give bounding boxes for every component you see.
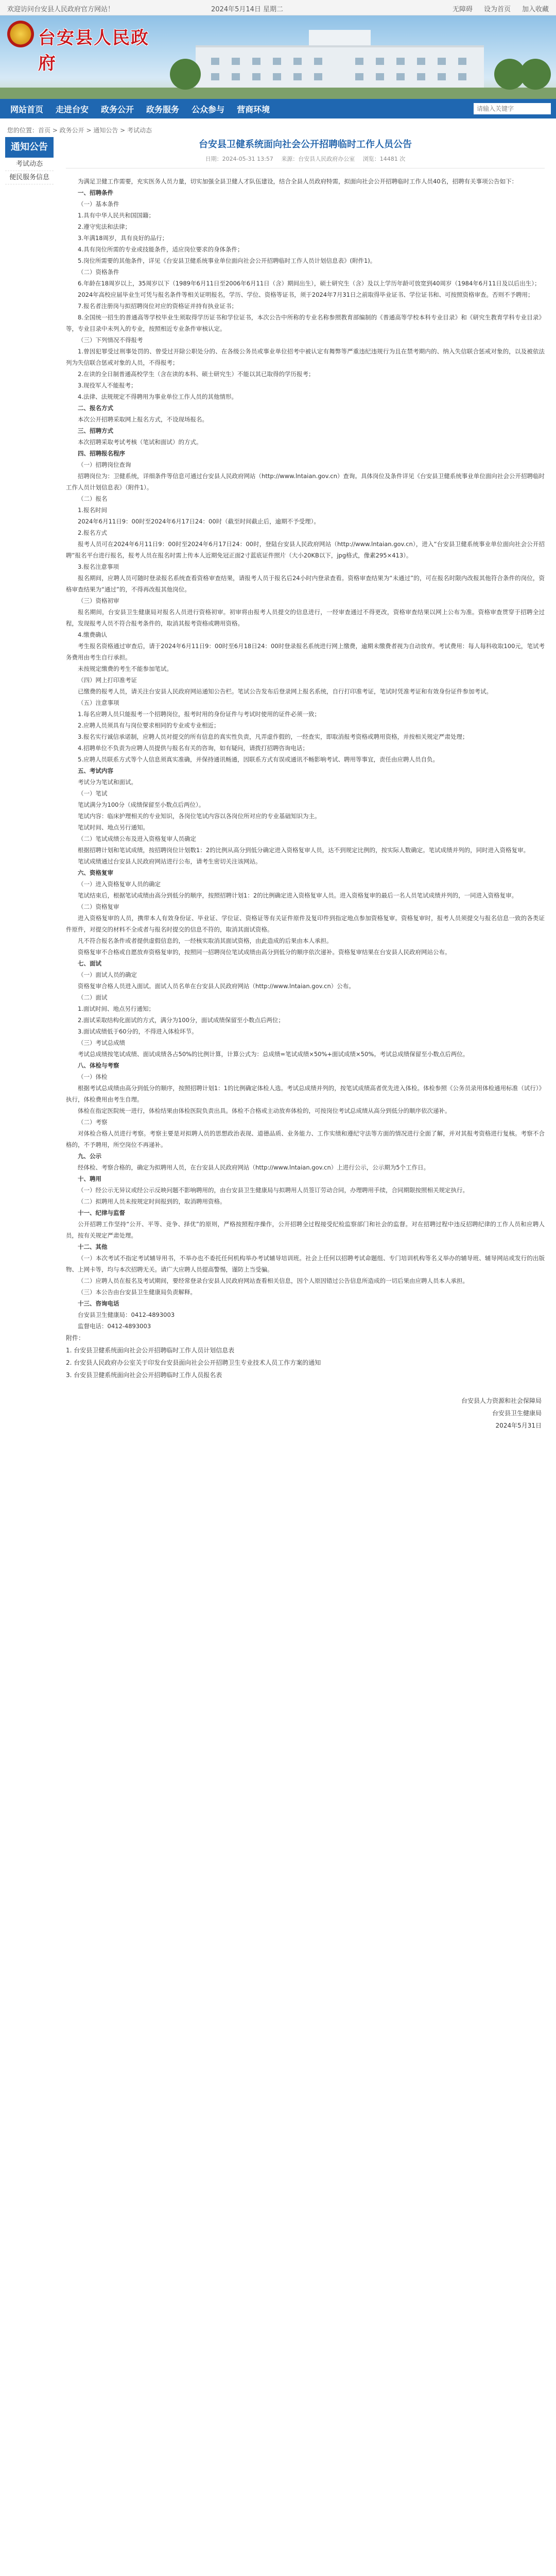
- article-paragraph: 4.法律、法规规定不得聘用为事业单位工作人员的其他情形。: [78, 393, 237, 400]
- section-heading: 一、招聘条件: [78, 189, 113, 196]
- article-paragraph: 3.年满18周岁，具有良好的品行；: [78, 234, 168, 242]
- article-paragraph: 考试分为笔试和面试。: [78, 778, 137, 786]
- welcome-text: 欢迎访问台安县人民政府官方网站！: [7, 6, 115, 13]
- article-paragraph: 笔试时间、地点另行通知。: [78, 824, 149, 831]
- section-heading: 四、招聘报名程序: [78, 450, 125, 457]
- article-paragraph: 2.在读的全日制普通高校学生（含在读的本科、硕士研究生）不能以其已取得的学历报考；: [78, 370, 315, 378]
- sidebar-item-public-service[interactable]: 便民服务信息: [5, 171, 54, 184]
- article-paragraph: 未按规定缴费的考生不能参加笔试。: [78, 665, 172, 672]
- article-paragraph: （二）笔试成绩公布及进入资格复审人员确定: [78, 835, 196, 842]
- article-paragraph: 本次公开招聘采取网上报名方式，不设现场报名。: [78, 416, 208, 423]
- article-paragraph: 资格复审合格人员进入面试。面试人员名单在台安县人民政府网站（http://www.lntaian.gov.cn）公布。: [78, 982, 355, 990]
- article-title: 台安县卫健系统面向社会公开招聘临时工作人员公告: [199, 139, 412, 150]
- article-paragraph: （一）招聘岗位查询: [78, 461, 131, 468]
- section-heading: 八、体检与考察: [78, 1062, 119, 1069]
- section-heading: 十一、纪律与监督: [78, 1209, 125, 1216]
- nav-item-services[interactable]: 政务服务: [146, 104, 180, 114]
- article-paragraph: 凡不符合报名条件或者提供虚假信息的，一经核实取消其面试资格，由此造成的后果由本人承担。: [78, 937, 333, 944]
- article-meta: [66, 155, 545, 168]
- article-paragraph: 对体检合格人员进行考察。考察主要是对拟聘人员的思想政治表现、道德品质、业务能力、工作实绩和遵纪守法等方面的情况进行全面了解，并对其报考资格进行复核。考察不合格的，不予聘用，所空岗位不再递补。: [66, 1130, 545, 1148]
- attachments-title: 附件：: [66, 1334, 85, 1342]
- signoff-issuer: 台安县卫生健康局: [492, 1410, 542, 1417]
- sidebar-title: 通知公告: [5, 137, 54, 158]
- nav-item-participation[interactable]: 公众参与: [192, 104, 225, 114]
- article-paragraph: （一）本次考试不指定考试辅导用书，不举办也不委托任何机构举办考试辅导培训班。社会上任何以招聘考试命题组、专门培训机构等名义举办的辅导班、辅导网站或发行的出版物、上网卡等，均与本次招聘无关。请广大应聘人员提高警惕，谨防上当受骗。: [66, 1255, 545, 1273]
- signoff-date: 2024年5月31日: [495, 1422, 542, 1429]
- article-paragraph: 报名期间，台安县卫生健康局对报名人员进行资格初审。初审将由报考人员提交的信息进行，一经审查通过不得更改，资格审查结果以网上公布为准。资格审查贯穿于招聘全过程，发现报考人员不符合报考条件的，取消其报考资格或聘用资格。: [66, 608, 545, 627]
- sidebar: [5, 137, 54, 184]
- article-paragraph: 4.缴费确认: [78, 631, 107, 638]
- signoff-issuer: 台安县人力资源和社会保障局: [461, 1397, 542, 1404]
- attachment-link[interactable]: 2. 台安县人民政府办公室关于印发台安县面向社会公开招聘卫生专业技术人员工作方案的通知: [66, 1359, 321, 1366]
- article-paragraph: 笔试满分为100分（成绩保留至小数点后两位）。: [78, 801, 205, 808]
- nav-item-gov-affairs[interactable]: 政务公开: [101, 104, 134, 114]
- banner-ground: [0, 88, 556, 99]
- article-paragraph: 1.面试时间、地点另行通知；: [78, 1005, 154, 1012]
- set-homepage-link[interactable]: 设为首页: [483, 6, 511, 13]
- article-paragraph: 2.报名方式: [78, 529, 107, 536]
- section-heading: 七、面试: [78, 960, 101, 967]
- article-paragraph: 1.报名时间: [78, 506, 107, 514]
- article-paragraph: 3.报名注意事项: [78, 563, 119, 570]
- article-signoff: [66, 1395, 545, 1432]
- article-source: 来源：台安县人民政府办公室: [281, 156, 355, 162]
- national-emblem-icon: [7, 21, 34, 47]
- article-paragraph: （三）下列情况不得报考: [78, 336, 143, 344]
- article-paragraph: 4.招聘单位不负责为应聘人员提供与报名有关的咨询，如有疑问，请拨打招聘咨询电话；: [78, 744, 308, 752]
- article-paragraph: （二）报名: [78, 495, 108, 502]
- article-date: 日期：2024-05-31 13:57: [205, 156, 273, 162]
- article-paragraph: （二）应聘人员在报名及考试期间，要经常登录台安县人民政府网站查看相关信息，因个人原因错过公告信息所造成的一切后果由应聘人员本人承担。: [78, 1277, 468, 1284]
- article-body: [66, 176, 545, 1332]
- breadcrumb: 您的位置：首页 > 政务公开 > 通知公告 > 考试动态: [7, 127, 152, 134]
- article-paragraph: 3.报名实行诚信承诺制，应聘人员对提交的所有信息的真实性负责，凡弄虚作假的，一经查实，即取消报考资格或聘用资格，并按相关规定严肃处理；: [78, 733, 468, 740]
- article-paragraph: 1.每名应聘人员只能报考一个招聘岗位，报考时用的身份证件与考试时使用的证件必须一致；: [78, 710, 320, 718]
- top-links: [453, 4, 549, 13]
- article-paragraph: 3.现役军人不能报考；: [78, 382, 137, 389]
- section-heading: 二、报名方式: [78, 404, 113, 412]
- section-heading: 六、资格复审: [78, 869, 113, 876]
- article-paragraph: 1.曾因犯罪受过刑事处罚的、曾受过开除公职处分的、在各级公务员或事业单位招考中被认定有舞弊等严重违纪违规行为且在禁考期内的、纳入失信联合惩戒对象的，以及被依法列为失信联合惩戒对象的人员，不得报考；: [66, 348, 545, 366]
- article: [66, 137, 545, 1432]
- article-paragraph: 2024年6月11日9：00时至2024年6月17日24：00时（截至时间截止后，逾期不予受理）。: [78, 518, 320, 525]
- section-heading: 五、考试内容: [78, 767, 113, 774]
- article-paragraph: 5.岗位所需要的其他条件，详见《台安县卫健系统事业单位面向社会公开招聘临时工作人员计划信息表》(附件1)。: [78, 257, 376, 264]
- top-utility-bar: [0, 0, 556, 15]
- article-paragraph: 体检在指定医院统一进行，体检结果由体检医院负责出具。体检不合格或主动放弃体检的，可按岗位考试总成绩从高分到低分的顺序依次递补。: [78, 1107, 451, 1114]
- article-paragraph: 笔试内容：临床护理相关的专业知识，各岗位笔试内容以各岗位所对应的专业基础知识为主。: [78, 812, 321, 820]
- article-paragraph: 根据招聘计划和笔试成绩，按招聘岗位计划数1：2的比例从高分到低分确定进入资格复审人员，达不到规定比例的，按实际人数确定。笔试成绩并列的，同时进入资格复审。: [78, 846, 530, 854]
- article-paragraph: （五）注意事项: [78, 699, 119, 706]
- article-paragraph: （二）考察: [78, 1118, 108, 1126]
- article-paragraph: 为满足卫健工作需要，充实医务人员力量，切实加强全县卫健人才队伍建设，结合全县人员政府特需，拟面向社会公开招聘临时工作人员40名，招聘有关事项公告如下：: [78, 178, 518, 185]
- article-paragraph: （一）面试人员的确定: [78, 971, 137, 978]
- article-paragraph: 笔试成绩通过台安县人民政府网站进行公布，请考生密切关注该网站。: [78, 858, 262, 865]
- article-paragraph: 笔试结束后，根据笔试成绩由高分到低分的顺序，按照招聘计划1：2的比例确定进入资格复审人员。进入资格复审的最后一名人员笔试成绩并列的，一同进入资格复审。: [78, 892, 518, 899]
- nav-item-business[interactable]: 营商环境: [237, 104, 270, 114]
- article-paragraph: （三）本公告由台安县卫生健康局负责解释。: [78, 1289, 196, 1296]
- article-paragraph: （一）经公示无异议或经公示反映问题不影响聘用的，由台安县卫生健康局与拟聘用人员签订劳动合同，办理聘用手续，合同期限按照相关规定执行。: [78, 1187, 468, 1194]
- article-paragraph: （一）进入资格复审人员的确定: [78, 880, 161, 888]
- article-paragraph: 2.面试采取结构化面试的方式，满分为100分，面试成绩保留至小数点后两位；: [78, 1016, 284, 1024]
- article-paragraph: 根据考试总成绩由高分到低分的顺序，按照招聘计划1：1的比例确定体检人选。考试总成绩并列的，按笔试成绩高者优先进入体检。体检参照《公务员录用体检通用标准（试行）》执行，体检费用由考生自理。: [66, 1084, 545, 1103]
- article-paragraph: 资格复审不合格或自愿放弃资格复审的，按照同一招聘岗位笔试成绩由高分到低分的顺序依次递补。资格复审结果在台安县人民政府网站公布。: [78, 948, 451, 956]
- article-paragraph: 3.面试成绩低于60分的，不得进入体检环节。: [78, 1028, 198, 1035]
- section-heading: 十三、咨询电话: [78, 1300, 119, 1307]
- article-paragraph: （四）网上打印准考证: [78, 676, 137, 684]
- article-paragraph: 6.年龄在18周岁以上，35周岁以下（1989年6月11日至2006年6月11日（含）期间出生），硕士研究生（含）及以上学历年龄可放宽到40周岁（1984年6月11日及以后出生）；: [78, 280, 541, 287]
- search-input[interactable]: [474, 103, 551, 114]
- article-paragraph: 本次招聘采取考试考核（笔试和面试）的方式。: [78, 438, 202, 446]
- article-paragraph: （一）基本条件: [78, 200, 119, 208]
- article-paragraph: 公开招聘工作坚持“公开、平等、竞争、择优”的原则，严格按照程序操作，公开招聘全过程接受纪检监察部门和社会的监督。对在招聘过程中违反招聘纪律的工作人员和应聘人员，按有关规定严肃处理。: [66, 1221, 545, 1239]
- site-banner: [0, 15, 556, 99]
- article-paragraph: 2024年高校应届毕业生可凭与报名条件等相关证明报名，学历、学位、资格等证书，须于2024年7月31日之前取得毕业证书、学位证书和、可按照资格审查。否则不予聘用；: [78, 291, 534, 298]
- site-logo[interactable]: [7, 20, 162, 74]
- article-paragraph: 报考人员可在2024年6月11日9：00时至2024年6月17日24：00时，登陆台安县人民政府网站（http://www.lntaian.gov.cn），进入“台安县卫健系统事业单位面向社会公开招聘”报名平台进行报名，报考人员在报名时需上传本人近期免冠正面2寸蓝底证件照片（大小20KB以下，jpg格式，像素295×413）。: [66, 540, 545, 559]
- article-paragraph: 1.具有中华人民共和国国籍；: [78, 212, 154, 219]
- article-paragraph: 已缴费的报考人员，请关注台安县人民政府网站通知公告栏。笔试公告发布后登录网上报名系统，自行打印准考证，笔试时凭准考证和有效身份证件参加考试。: [78, 688, 492, 695]
- current-date: 2024年5月14日 星期二: [211, 6, 284, 13]
- article-paragraph: （二）资格条件: [78, 268, 119, 276]
- article-paragraph: 进入资格复审的人员，携带本人有效身份证、毕业证、学位证、资格证等有关证件原件及复印件到指定地点参加资格复审。资格复审时，报考人员须提交与报名信息一致的各类证件原件，对提交的材料不全或者与报名时提交的信息不符的，取消其面试资格。: [66, 914, 545, 933]
- main-nav: [0, 99, 556, 118]
- site-title: 台安县人民政府: [38, 28, 149, 74]
- nav-item-home[interactable]: 网站首页: [10, 104, 44, 114]
- article-paragraph: （一）体检: [78, 1073, 108, 1080]
- banner-tree: [170, 59, 201, 90]
- article-paragraph: 7.报名者注册岗与拟招聘岗位对应的资格证并持有执业证书；: [78, 302, 237, 310]
- banner-building-graphic: [196, 45, 484, 93]
- article-paragraph: 8.全国统一招生的普通高等学校毕业生须取得学历证书和学位证书，本次公告中所称的专业名称参照教育部编制的《普通高等学校本科专业目录》和《研究生教育学科专业目录》等，专业目录中未列入的专业，按照相近专业条件审核认定。: [66, 314, 545, 332]
- section-heading: 九、公示: [78, 1153, 101, 1160]
- article-paragraph: 台安县卫生健康局：0412-4893003: [78, 1311, 175, 1318]
- article-paragraph: 招聘岗位为：卫健系统，详细条件等信息可通过台安县人民政府网站（http://www.lntaian.gov.cn）查询。具体岗位及条件详见《台安县卫健系统事业单位面向社会公开招聘临时工作人员计划信息表》（附件1）。: [66, 472, 545, 491]
- article-paragraph: 4.具有岗位所需的专业或技能条件，适应岗位要求的身体条件；: [78, 246, 244, 253]
- sidebar-item-exam-news[interactable]: 考试动态: [5, 158, 54, 171]
- section-heading: 十、聘用: [78, 1175, 101, 1182]
- article-paragraph: 2.应聘人员须具有与岗位要求相同的专业或专业相近；: [78, 722, 220, 729]
- article-paragraph: （三）资格初审: [78, 597, 119, 604]
- add-favorite-link[interactable]: 加入收藏: [522, 6, 549, 13]
- attachments: [66, 1332, 545, 1381]
- accessibility-link[interactable]: 无障碍: [452, 6, 473, 13]
- article-paragraph: 5.应聘人员联系方式等个人信息须真实准确，并保持通讯畅通，因联系方式有误或通讯不畅影响考试、聘用等事宜，责任由应聘人员自负。: [78, 756, 439, 763]
- article-paragraph: 报名期间，应聘人员可随时登录报名系统查看资格审查结果，请报考人员于报名后24小时内登录查看。资格审查结果为“未通过”的，可在报名时限内改报其他符合条件的岗位，资格审查结果为“通过”的，不得再改报其他岗位。: [66, 574, 545, 593]
- article-paragraph: 经体检、考察合格的，确定为拟聘用人员，在台安县人民政府网站（http://www.lntaian.gov.cn）上进行公示，公示期为5个工作日。: [78, 1164, 430, 1171]
- article-paragraph: （二）面试: [78, 994, 108, 1001]
- section-heading: 十二、其他: [78, 1243, 108, 1250]
- article-paragraph: （二）资格复审: [78, 903, 119, 910]
- attachment-link[interactable]: 1. 台安县卫健系统面向社会公开招聘临时工作人员计划信息表: [66, 1347, 235, 1354]
- article-views: 浏览：14481 次: [362, 156, 406, 162]
- article-paragraph: 考试总成绩按笔试成绩、面试成绩各占50%的比例计算，计算公式为：总成绩=笔试成绩×50%+面试成绩×50%。考试总成绩保留至小数点后两位。: [78, 1050, 469, 1058]
- article-paragraph: 监督电话：0412-4893003: [78, 1323, 151, 1330]
- article-paragraph: （二）拟聘用人员未按规定时间报到的，取消聘用资格。: [78, 1198, 226, 1205]
- section-heading: 三、招聘方式: [78, 427, 113, 434]
- attachment-link[interactable]: 3. 台安县卫健系统面向社会公开招聘临时工作人员报名表: [66, 1371, 222, 1379]
- banner-tree: [520, 59, 551, 90]
- article-paragraph: 考生报名资格通过审查后，请于2024年6月11日9：00时至6月18日24：00时登录报名系统进行网上缴费，逾期未缴费者视为自动放弃。考试费用：每人每科收取100元，笔试考务费用由考生自行承担。: [66, 642, 545, 661]
- article-paragraph: （一）笔试: [78, 790, 108, 797]
- nav-item-about[interactable]: 走进台安: [56, 104, 89, 114]
- article-paragraph: （三）考试总成绩: [78, 1039, 125, 1046]
- article-paragraph: 2.遵守宪法和法律；: [78, 223, 131, 230]
